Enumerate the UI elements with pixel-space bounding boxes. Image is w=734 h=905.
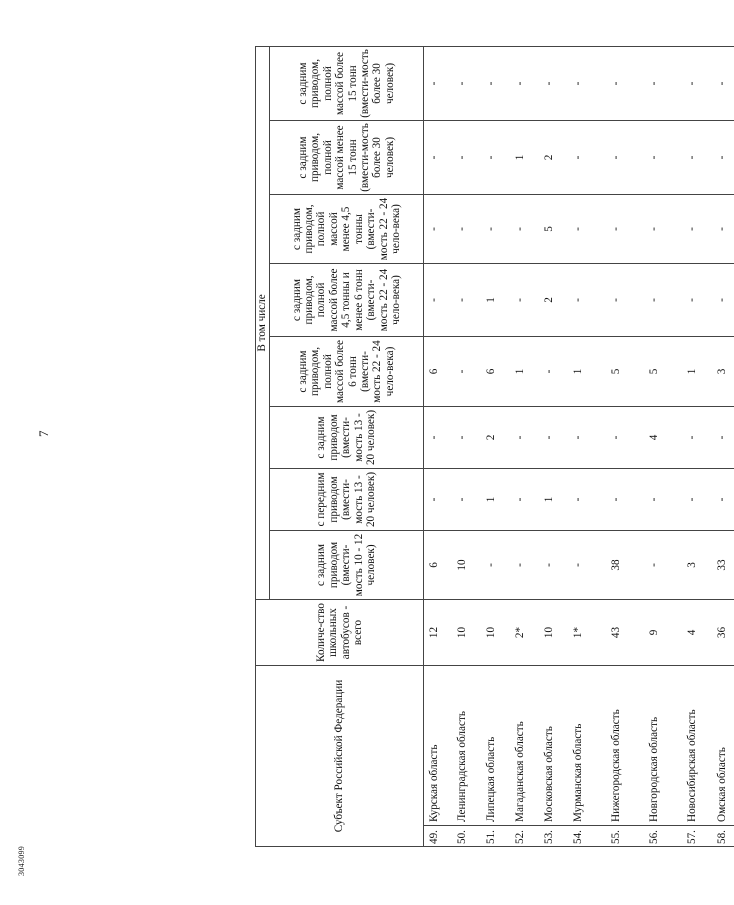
- type-count-5: -: [444, 263, 482, 336]
- type-count-5: -: [502, 263, 540, 336]
- type-count-8: -: [424, 46, 444, 120]
- type-count-3: -: [502, 406, 540, 468]
- rotated-table-frame: [255, 47, 729, 847]
- type-count-1: -: [636, 530, 674, 599]
- total-count: 2*: [502, 599, 540, 665]
- type-count-2: -: [636, 468, 674, 530]
- region-name: Московская область: [540, 665, 560, 825]
- table-row: [712, 46, 734, 846]
- table-row: [502, 46, 540, 846]
- type-count-4: 6: [424, 336, 444, 406]
- type-count-6: -: [712, 194, 734, 263]
- row-number: 54.: [560, 826, 598, 847]
- type-count-7: -: [674, 120, 712, 194]
- type-count-1: -: [502, 530, 540, 599]
- type-count-6: -: [424, 194, 444, 263]
- table-row: [444, 46, 482, 846]
- row-number: 55.: [598, 826, 636, 847]
- type-count-4: -: [540, 336, 560, 406]
- type-count-5: 2: [540, 263, 560, 336]
- type-count-4: 1: [674, 336, 712, 406]
- total-count: 10: [540, 599, 560, 665]
- type-count-3: 4: [636, 406, 674, 468]
- type-count-7: -: [598, 120, 636, 194]
- type-count-2: -: [444, 468, 482, 530]
- type-count-3: -: [424, 406, 444, 468]
- type-count-7: 2: [540, 120, 560, 194]
- row-number: 56.: [636, 826, 674, 847]
- type-count-4: 5: [598, 336, 636, 406]
- row-number: 57.: [674, 826, 712, 847]
- region-name: Нижегородская область: [598, 665, 636, 825]
- type-count-7: -: [636, 120, 674, 194]
- type-count-2: 1: [482, 468, 502, 530]
- type-count-6: -: [444, 194, 482, 263]
- region-name: Мурманская область: [560, 665, 598, 825]
- type-count-1: 33: [712, 530, 734, 599]
- type-count-8: -: [674, 46, 712, 120]
- type-count-3: -: [560, 406, 598, 468]
- type-count-2: 1: [540, 468, 560, 530]
- header-col-5: с задним приводом, полной массой более 4,5 тонны и менее 6 тонн (вмести-мость 22 - 24 чело-века): [270, 263, 424, 336]
- type-count-1: -: [482, 530, 502, 599]
- region-name: Новосибирская область: [674, 665, 712, 825]
- type-count-6: -: [502, 194, 540, 263]
- type-count-4: 1: [560, 336, 598, 406]
- header-including: В том числе: [256, 46, 270, 599]
- region-name: Омская область: [712, 665, 734, 825]
- type-count-1: 38: [598, 530, 636, 599]
- type-count-3: -: [674, 406, 712, 468]
- type-count-2: -: [424, 468, 444, 530]
- type-count-7: -: [712, 120, 734, 194]
- type-count-5: -: [598, 263, 636, 336]
- header-col-2: с передним приводом (вмести-мость 13 - 20 человек): [270, 468, 424, 530]
- type-count-1: -: [560, 530, 598, 599]
- row-number: 49.: [424, 826, 444, 847]
- type-count-8: -: [712, 46, 734, 120]
- type-count-3: -: [444, 406, 482, 468]
- type-count-3: -: [598, 406, 636, 468]
- header-col-7: с задним приводом, полной массой менее 15 тонн (вмести-мость более 30 человек): [270, 120, 424, 194]
- header-col-6: с задним приводом, полной массой менее 4,5 тонны (вмести-мость 22 - 24 чело-века): [270, 194, 424, 263]
- type-count-7: -: [482, 120, 502, 194]
- type-count-8: -: [444, 46, 482, 120]
- table-row: [482, 46, 502, 846]
- table-row: [540, 46, 560, 846]
- type-count-5: -: [560, 263, 598, 336]
- total-count: 43: [598, 599, 636, 665]
- row-number: 50.: [444, 826, 482, 847]
- type-count-4: 6: [482, 336, 502, 406]
- type-count-4: 3: [712, 336, 734, 406]
- type-count-8: -: [482, 46, 502, 120]
- type-count-5: -: [674, 263, 712, 336]
- total-count: 10: [482, 599, 502, 665]
- header-subject: Субъект Российской Федерации: [256, 665, 424, 846]
- page-number: 7: [36, 430, 51, 437]
- type-count-2: -: [560, 468, 598, 530]
- total-count: 36: [712, 599, 734, 665]
- document-code: 3043099: [17, 845, 26, 876]
- type-count-7: 1: [502, 120, 540, 194]
- type-count-7: -: [444, 120, 482, 194]
- type-count-6: -: [560, 194, 598, 263]
- type-count-1: -: [540, 530, 560, 599]
- type-count-1: 3: [674, 530, 712, 599]
- type-count-2: -: [502, 468, 540, 530]
- header-col-1: с задним приводом (вмести-мость 10 - 12 человек): [270, 530, 424, 599]
- total-count: 10: [444, 599, 482, 665]
- type-count-3: 2: [482, 406, 502, 468]
- school-buses-table: [255, 46, 734, 847]
- type-count-1: 10: [444, 530, 482, 599]
- total-count: 9: [636, 599, 674, 665]
- type-count-4: -: [444, 336, 482, 406]
- type-count-2: -: [674, 468, 712, 530]
- type-count-2: -: [598, 468, 636, 530]
- type-count-8: -: [636, 46, 674, 120]
- type-count-8: -: [540, 46, 560, 120]
- type-count-7: -: [424, 120, 444, 194]
- header-col-8: с задним приводом, полной массой более 15 тонн (вмести-мость более 30 человек): [270, 46, 424, 120]
- table-row: [598, 46, 636, 846]
- type-count-8: -: [502, 46, 540, 120]
- type-count-6: -: [482, 194, 502, 263]
- table-row: [560, 46, 598, 846]
- type-count-5: -: [424, 263, 444, 336]
- table-row: [674, 46, 712, 846]
- type-count-2: -: [712, 468, 734, 530]
- total-count: 12: [424, 599, 444, 665]
- row-number: 58.: [712, 826, 734, 847]
- type-count-6: 5: [540, 194, 560, 263]
- region-name: Магаданская область: [502, 665, 540, 825]
- type-count-4: 5: [636, 336, 674, 406]
- region-name: Ленинградская область: [444, 665, 482, 825]
- type-count-5: 1: [482, 263, 502, 336]
- type-count-8: -: [598, 46, 636, 120]
- total-count: 1*: [560, 599, 598, 665]
- region-name: Липецкая область: [482, 665, 502, 825]
- region-name: Курская область: [424, 665, 444, 825]
- row-number: 51.: [482, 826, 502, 847]
- type-count-5: -: [636, 263, 674, 336]
- table-row: [636, 46, 674, 846]
- table-row: [424, 46, 444, 846]
- total-count: 4: [674, 599, 712, 665]
- type-count-6: -: [598, 194, 636, 263]
- type-count-4: 1: [502, 336, 540, 406]
- type-count-7: -: [560, 120, 598, 194]
- type-count-6: -: [636, 194, 674, 263]
- type-count-1: 6: [424, 530, 444, 599]
- header-col-3: с задним приводом (вмести-мость 13 - 20 человек): [270, 406, 424, 468]
- header-col-4: с задним приводом, полной массой более 6 тонн (вмести-мость 22 - 24 чело-века): [270, 336, 424, 406]
- type-count-3: -: [712, 406, 734, 468]
- row-number: 53.: [540, 826, 560, 847]
- type-count-3: -: [540, 406, 560, 468]
- row-number: 52.: [502, 826, 540, 847]
- type-count-8: -: [560, 46, 598, 120]
- type-count-6: -: [674, 194, 712, 263]
- header-total: Количе-ство школьных автобусов - всего: [256, 599, 424, 665]
- type-count-5: -: [712, 263, 734, 336]
- region-name: Новгородская область: [636, 665, 674, 825]
